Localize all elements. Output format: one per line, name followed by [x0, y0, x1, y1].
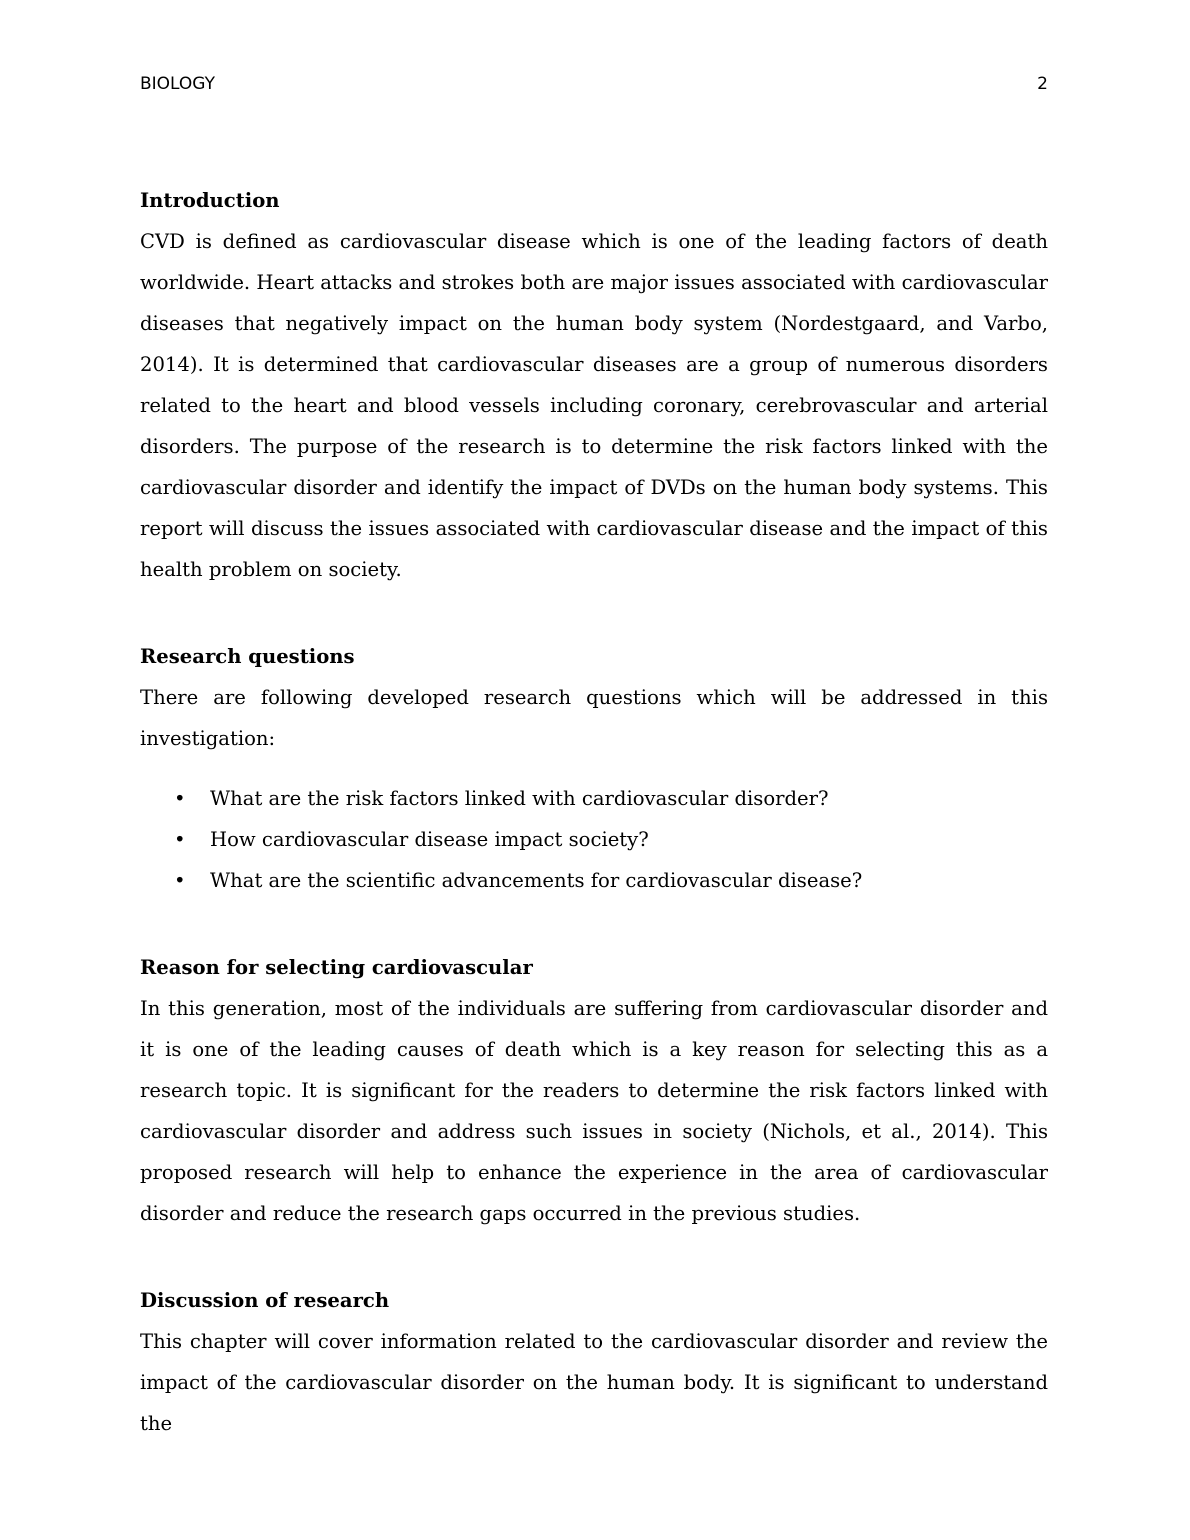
discussion-heading: Discussion of research [140, 1289, 390, 1312]
research-questions-paragraph: There are following developed research questions which will be addressed in this investigation: [140, 686, 1048, 750]
running-header [140, 72, 1048, 96]
bullet-icon: • [174, 828, 186, 851]
list-item [140, 778, 1048, 819]
section-spacer [140, 1234, 1048, 1280]
document-body [140, 180, 1048, 1444]
bullet-icon: • [174, 869, 186, 892]
introduction-paragraph: CVD is defined as cardiovascular disease which is one of the leading factors of death worldwide. Heart attacks and strokes both are major issues associated with cardiovascular diseases that negatively impact on the human body system (Nordestgaard, and Varbo, 2014). It is determined that cardiovascular diseases are a group of numerous disorders related to the heart and blood vessels including coronary, cerebrovascular and arterial disorders. The purpose of the research is to determine the risk factors linked with the cardiovascular disorder and identify the impact of DVDs on the human body systems. This report will discuss the issues associated with cardiovascular disease and the impact of this health problem on society. [140, 230, 1048, 581]
header-title: BIOLOGY [140, 74, 216, 94]
list-item [140, 860, 1048, 901]
discussion-paragraph: This chapter will cover information related to the cardiovascular disorder and review the impact of the cardiovascular disorder on the human body. It is significant to understand the [140, 1330, 1048, 1435]
bullet-icon: • [174, 787, 186, 810]
section-spacer [140, 901, 1048, 947]
introduction-heading: Introduction [140, 189, 280, 212]
page-number: 2 [1037, 74, 1048, 94]
list-item-text: What are the risk factors linked with cardiovascular disorder? [210, 787, 829, 810]
list-item [140, 819, 1048, 860]
section-spacer [140, 590, 1048, 636]
list-spacer [140, 759, 1048, 778]
research-questions-list [140, 778, 1048, 901]
list-item-text: How cardiovascular disease impact society? [210, 828, 649, 851]
reason-paragraph: In this generation, most of the individuals are suffering from cardiovascular disorder and it is one of the leading causes of death which is a key reason for selecting this as a research topic. It is significant for the readers to determine the risk factors linked with cardiovascular disorder and address such issues in society (Nichols, et al., 2014). This proposed research will help to enhance the experience in the area of cardiovascular disorder and reduce the research gaps occurred in the previous studies. [140, 997, 1048, 1225]
research-questions-heading: Research questions [140, 645, 355, 668]
reason-heading: Reason for selecting cardiovascular [140, 956, 533, 979]
list-item-text: What are the scientific advancements for cardiovascular disease? [210, 869, 863, 892]
